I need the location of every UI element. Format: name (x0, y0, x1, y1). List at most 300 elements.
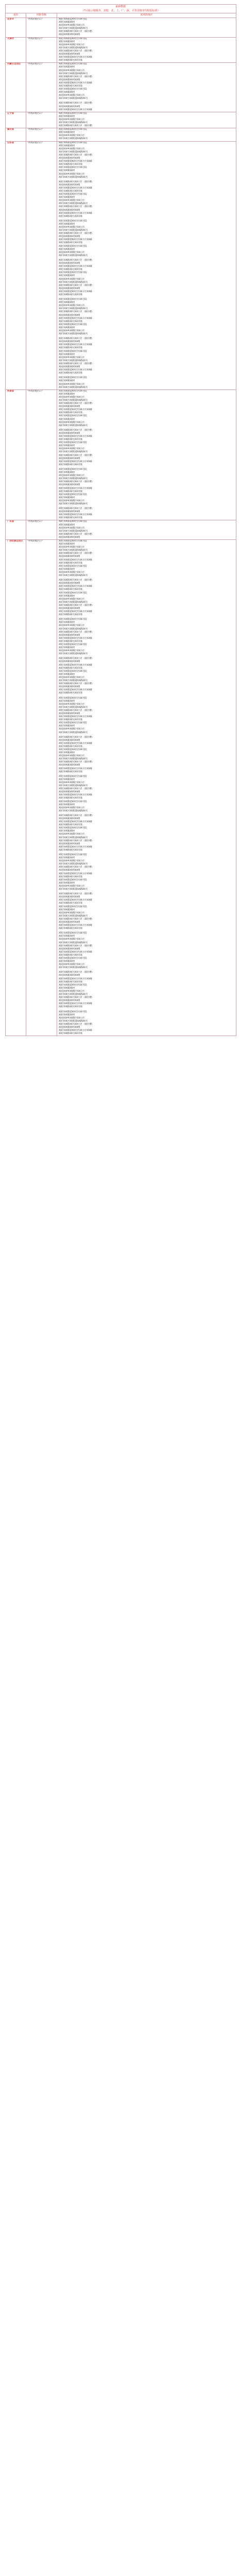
area-list-item: XX区XX街道XX社区XX号院 (59, 141, 87, 144)
area-list-item: XX区XX路XX号XX小区（商住楼） (59, 918, 94, 921)
area-list-item: XX县XX乡XX街区XX小区 (59, 356, 85, 359)
area-list-item: XX区XX路XX号XX市场 (59, 719, 83, 722)
area-list-item: XX县XX镇XX村XX组 (59, 105, 80, 108)
area-list-item: XX市XX区XX街道XX路XX号 (59, 176, 88, 179)
area-list-item: XX县XX乡XX街区XX小区 (59, 833, 85, 836)
area-list-item: XX区XX路XX号XX市场 (59, 614, 83, 617)
area-list-item: XX区XX镇XX村 (59, 700, 75, 703)
area-list-item: XX区XX街道XX社区XX小区XX栋 (59, 265, 93, 268)
area-list-item: XX县XX镇XX村XX组 (59, 817, 80, 820)
area-list-item: XX区XX路XX号XX市场 (59, 215, 83, 218)
region-cell: 广东省 (6, 520, 26, 540)
area-list-item: XX区XX街道XX社区XX号院 (59, 749, 87, 751)
area-list-item: XX县XX镇XX村XX组 (59, 582, 80, 585)
area-list-item: XX区XX街道XX社区XX小区XX栋 (59, 344, 93, 347)
area-list-item: XX区XX路XX号XX小区（商住楼） (59, 1023, 94, 1026)
area-list-item: XX县XX乡XX街区XX小区 (59, 963, 85, 967)
area-list-item: XX区XX路XX号XX小区（商住楼） (59, 709, 94, 712)
area-list-item: XX区XX街道XX社区XX号院 (59, 932, 87, 935)
area-list-item: XX县XX乡XX街区XX小区 (59, 806, 85, 809)
area-list-item: XX区XX路XX号XX市场 (59, 875, 83, 878)
area-list-item: XX市XX区XX街道XX路XX号 (59, 863, 88, 866)
area-list-item: XX县XX乡XX街区XX小区 (59, 94, 85, 97)
area-list-item: XX市XX区XX街道XX路XX号 (59, 72, 88, 75)
area-list-item: XX区XX镇XX村 (59, 1013, 75, 1016)
area-list-item: XX县XX乡XX街区XX小区 (59, 938, 85, 941)
area-list-item: XX县XX镇XX村XX组 (59, 842, 80, 845)
area-list-item: XX区XX镇XX村 (59, 301, 75, 304)
area-list-item: XX县XX乡XX街区XX小区 (59, 304, 85, 308)
area-list-item: XX县XX镇XX村XX组 (59, 712, 80, 715)
area-list-item: XX县XX乡XX街区XX小区 (59, 147, 85, 150)
area-list-item: XX区XX街道XX社区XX小区XX栋 (59, 716, 93, 719)
area-list-item: XX区XX街道XX社区XX小区XX栋 (59, 1029, 93, 1032)
area-list-item: XX区XX路XX号XX市场 (59, 980, 83, 984)
area-list-item: XX县XX乡XX街区XX小区 (59, 860, 85, 863)
area-list-item: XX市XX区XX街道XX路XX号 (59, 359, 88, 362)
area-list-item: XX市XX区XX街道XX路XX号 (59, 502, 88, 505)
area-list-item: XX区XX街道XX社区XX小区XX栋 (59, 977, 93, 980)
area-list-item: XX市XX区XX街道XX路XX号 (59, 1020, 88, 1023)
area-list-cell (57, 128, 236, 141)
area-list-item: XX区XX镇XX村 (59, 857, 75, 860)
area-list-item: XX县XX镇XX村XX组 (59, 974, 80, 977)
area-list-item: XX区XX镇XX村 (59, 647, 75, 650)
area-list-item: XX县XX镇XX村XX组 (59, 511, 80, 514)
notice-row (6, 5, 236, 13)
area-list-item: XX县XX乡XX街区XX小区 (59, 251, 85, 254)
area-list-item: XX市XX区XX街道XX路XX号 (59, 680, 88, 683)
area-list-item: XX县XX镇XX村XX组 (59, 53, 80, 56)
area-list-item: XX区XX街道XX社区XX小区XX栋 (59, 317, 93, 320)
area-list-item: XX市XX区XX街道XX路XX号 (59, 254, 88, 257)
region-cell: 内蒙古自治区 (6, 63, 26, 112)
area-list-item: XX区XX街道XX社区XX小区XX栋 (59, 558, 93, 562)
area-list-item: XX区XX路XX号XX小区（商住楼） (59, 631, 94, 634)
region-cell: 天津市 (6, 37, 26, 63)
column-header-level: 风险等级 (26, 13, 57, 18)
area-list-item: XX区XX街道XX社区XX号院 (59, 540, 87, 543)
area-list-item: XX区XX街道XX社区XX号院 (59, 697, 87, 700)
area-list-item: XX县XX镇XX村XX组 (59, 484, 80, 487)
area-list-item: XX区XX路XX号XX小区（商住楼） (59, 788, 94, 791)
area-list-item: XX区XX路XX号XX市场 (59, 954, 83, 957)
area-list-item: XX区XX街道XX社区XX号院 (59, 112, 87, 115)
area-list-item: XX区XX镇XX村 (59, 908, 75, 911)
area-list-item: XX县XX乡XX街区XX小区 (59, 703, 85, 706)
area-list-item: XX区XX街道XX社区XX小区XX栋 (59, 212, 93, 215)
area-list-item: XX区XX路XX号XX小区（商住楼） (59, 893, 94, 896)
area-list-item: XX县XX镇XX村XX组 (59, 341, 80, 344)
table-row (6, 520, 236, 540)
area-list-item: XX区XX镇XX村 (59, 66, 75, 69)
risk-level-cell: 中风险地区1个 (26, 128, 57, 141)
area-list-item: XX区XX路XX号XX小区（商住楼） (59, 30, 94, 33)
area-list-item: XX区XX路XX号XX小区（商住楼） (59, 866, 94, 869)
area-list-item: XX区XX路XX号XX市场 (59, 588, 83, 591)
column-header-row (6, 13, 236, 18)
area-list-item: XX区XX街道XX社区XX小区XX栋 (59, 290, 93, 293)
area-list-item: XX区XX路XX号XX市场 (59, 463, 83, 466)
area-list-item: XX区XX街道XX社区XX小区XX栋 (59, 611, 93, 614)
area-list-cell (57, 63, 236, 112)
area-list-item: XX市XX区XX街道XX路XX号 (59, 281, 88, 284)
area-list-item: XX区XX路XX号XX小区（商住楼） (59, 284, 94, 287)
area-list-item: XX区XX路XX号XX小区（商住楼） (59, 454, 94, 457)
area-list-item: XX区XX镇XX村 (59, 40, 75, 43)
area-list-item: XX区XX街道XX社区XX号院 (59, 323, 87, 326)
area-list-item: XX区XX街道XX社区XX号院 (59, 493, 87, 496)
area-list-item: XX区XX街道XX社区XX小区XX栋 (59, 1003, 93, 1006)
area-list-item: XX区XX镇XX村 (59, 803, 75, 806)
area-list-item: XX县XX乡XX街区XX小区 (59, 755, 85, 758)
area-list-item: XX区XX镇XX村 (59, 725, 75, 728)
area-list-item: XX区XX路XX号XX市场 (59, 640, 83, 643)
area-list-item: XX区XX路XX号XX市场 (59, 667, 83, 670)
area-list-item: XX区XX镇XX村 (59, 115, 75, 118)
area-list-item: XX市XX区XX街道XX路XX号 (59, 993, 88, 996)
area-list-item: XX县XX乡XX街区XX小区 (59, 118, 85, 121)
area-list-item: XX县XX乡XX街区XX小区 (59, 624, 85, 628)
area-list-item: XX区XX镇XX村 (59, 673, 75, 676)
area-list-item: XX市XX区XX街道XX路XX号 (59, 628, 88, 631)
area-list-item: XX区XX街道XX社区XX号院 (59, 722, 87, 725)
area-list-item: XX市XX区XX街道XX路XX号 (59, 574, 88, 578)
notice-cell (6, 5, 236, 13)
area-list-item: XX县XX乡XX街区XX小区 (59, 278, 85, 281)
area-list-item: XX县XX镇XX村XX组 (59, 235, 80, 239)
area-list-item: XX县XX乡XX街区XX小区 (59, 598, 85, 601)
risk-level-cell: 中风险地区1个 (26, 520, 57, 540)
area-list-item: XX区XX街道XX社区XX小区XX栋 (59, 951, 93, 954)
area-list-item: XX区XX街道XX社区XX小区XX栋 (59, 767, 93, 770)
area-list-item: XX区XX街道XX社区XX号院 (59, 468, 87, 471)
area-list-item: XX区XX镇XX村 (59, 91, 75, 94)
area-list-item: XX区XX路XX号XX小区（商住楼） (59, 839, 94, 842)
area-list-item: XX县XX乡XX街区XX小区 (59, 1016, 85, 1020)
area-list-item: XX县XX乡XX街区XX小区 (59, 448, 85, 451)
table-row (6, 141, 236, 389)
area-list-item: XX区XX镇XX村 (59, 523, 75, 527)
area-list-item: XX区XX路XX号XX市场 (59, 849, 83, 852)
area-list-item: XX区XX街道XX社区XX号院 (59, 827, 87, 830)
risk-level-cell: 中风险地区1个 (26, 389, 57, 520)
area-list-item: XX区XX街道XX社区XX小区XX栋 (59, 160, 93, 163)
area-list-item: XX县XX乡XX街区XX小区 (59, 134, 85, 138)
area-list-item: XX区XX路XX号XX小区（商住楼） (59, 232, 94, 235)
area-list-item: XX县XX乡XX街区XX小区 (59, 396, 85, 399)
area-list-item: XX区XX路XX号XX小区（商住楼） (59, 102, 94, 105)
table-body (6, 18, 236, 1036)
page (5, 4, 236, 1036)
area-list-item: XX区XX街道XX社区XX小区XX栋 (59, 585, 93, 588)
area-list-item: XX区XX路XX号XX小区（商住楼） (59, 507, 94, 511)
area-list-item: XX市XX区XX街道XX路XX号 (59, 530, 88, 533)
area-list-item: XX县XX乡XX街区XX小区 (59, 885, 85, 888)
area-list-item: XX市XX区XX街道XX路XX号 (59, 229, 88, 232)
area-list-item: XX区XX镇XX村 (59, 471, 75, 474)
area-list-item: XX区XX路XX号XX小区（商住楼） (59, 337, 94, 341)
area-list-item: XX区XX街道XX社区XX号院 (59, 878, 87, 882)
risk-level-cell: 中风险地区1个 (26, 18, 57, 38)
area-list-item: XX县XX镇XX村XX组 (59, 869, 80, 872)
area-list-item: XX区XX镇XX村 (59, 595, 75, 598)
area-list-item: XX区XX街道XX社区XX小区XX栋 (59, 108, 93, 111)
area-list-item: XX区XX街道XX社区XX号院 (59, 298, 87, 301)
area-list-item: XX区XX街道XX社区XX小区XX栋 (59, 56, 93, 59)
area-list-item: XX市XX区XX街道XX路XX号 (59, 758, 88, 761)
area-list-item: XX区XX路XX号XX小区（商住楼） (59, 180, 94, 183)
area-list-item: XX市XX区XX街道XX路XX号 (59, 478, 88, 481)
area-list-item: XX区XX街道XX社区XX小区XX栋 (59, 821, 93, 824)
region-cell: 河南省 (6, 389, 26, 520)
area-list-item: XX区XX街道XX社区XX小区XX栋 (59, 409, 93, 412)
area-list-item: XX区XX路XX号XX市场 (59, 562, 83, 565)
area-list-item: XX区XX路XX号XX市场 (59, 163, 83, 166)
column-header-region: 省份 (6, 13, 26, 18)
area-list-item: XX区XX街道XX社区XX小区XX栋 (59, 899, 93, 902)
area-list-item: XX区XX街道XX社区XX小区XX栋 (59, 187, 93, 190)
area-list-item: XX区XX街道XX社区XX号院 (59, 957, 87, 960)
area-list-item: XX区XX路XX号XX小区（商住楼） (59, 683, 94, 686)
area-list-item: XX区XX街道XX社区XX号院 (59, 63, 87, 66)
area-list-item: XX区XX街道XX社区XX号院 (59, 18, 87, 21)
area-list-item: XX市XX区XX街道XX路XX号 (59, 914, 88, 918)
area-list-item: XX区XX街道XX社区XX号院 (59, 442, 87, 445)
area-list-item: XX区XX镇XX村 (59, 196, 75, 199)
area-list-item: XX区XX街道XX社区XX小区XX栋 (59, 514, 93, 517)
area-list-cell (57, 141, 236, 389)
area-list-item: XX市XX区XX街道XX路XX号 (59, 731, 88, 734)
area-list-item: XX区XX街道XX社区XX小区XX栋 (59, 81, 93, 84)
area-list-item: XX区XX街道XX社区XX小区XX栋 (59, 435, 93, 438)
area-list-item: XX区XX镇XX村 (59, 830, 75, 833)
area-list-item: XX区XX路XX号XX市场 (59, 59, 83, 62)
area-list-cell (57, 540, 236, 1036)
area-list-cell (57, 37, 236, 63)
area-list-item: XX区XX镇XX村 (59, 568, 75, 571)
area-list-item: XX市XX区XX街道XX路XX号 (59, 308, 88, 311)
area-list-item: XX区XX路XX号XX小区（商住楼） (59, 971, 94, 974)
area-list-item: XX区XX街道XX社区XX号院 (59, 377, 87, 380)
area-list-item: XX区XX街道XX社区XX小区XX栋 (59, 487, 93, 490)
area-list-item: XX区XX镇XX村 (59, 248, 75, 251)
area-list-item: XX县XX镇XX村XX组 (59, 634, 80, 637)
area-list-item: XX区XX镇XX村 (59, 418, 75, 421)
area-list-item: XX区XX街道XX社区XX号院 (59, 775, 87, 778)
area-list-item: XX区XX街道XX社区XX小区XX栋 (59, 924, 93, 927)
area-list-item: XX区XX路XX号XX市场 (59, 902, 83, 905)
area-list-item: XX县XX镇XX村XX组 (59, 921, 80, 924)
area-list-item: XX区XX路XX号XX市场 (59, 84, 83, 88)
area-list-item: XX区XX街道XX社区XX号院 (59, 415, 87, 418)
area-list-item: XX市XX区XX街道XX路XX号 (59, 202, 88, 206)
area-list-item: XX区XX街道XX社区XX小区XX栋 (59, 637, 93, 640)
area-list-item: XX县XX乡XX街区XX小区 (59, 226, 85, 229)
area-list-item: XX市XX区XX街道XX路XX号 (59, 967, 88, 970)
area-list-item: XX区XX街道XX社区XX号院 (59, 88, 87, 91)
area-list-item: XX区XX镇XX村 (59, 170, 75, 173)
area-list-item: XX区XX路XX号XX小区（商住楼） (59, 311, 94, 314)
area-list-item: XX区XX路XX号XX市场 (59, 412, 83, 415)
area-list-item: XX县XX乡XX街区XX小区 (59, 499, 85, 502)
area-list-item: XX县XX镇XX村XX组 (59, 536, 80, 539)
area-list-item: XX县XX镇XX村XX组 (59, 999, 80, 1003)
area-list-item: XX县XX乡XX街区XX小区 (59, 43, 85, 46)
area-list-item: XX县XX镇XX村XX组 (59, 78, 80, 81)
area-list-item: XX区XX街道XX社区XX小区XX栋 (59, 742, 93, 745)
area-list-item: XX区XX路XX号XX市场 (59, 770, 83, 773)
area-list-item: XX区XX路XX号XX小区（商住楼） (59, 814, 94, 817)
area-list-item: XX县XX镇XX村XX组 (59, 183, 80, 187)
risk-level-cell: 中风险地区1个 (26, 63, 57, 112)
area-list-item: XX区XX路XX号XX小区（商住楼） (59, 154, 94, 157)
area-list-item: XX县XX乡XX街区XX小区 (59, 527, 85, 530)
area-list-item: XX区XX路XX号XX小区（商住楼） (59, 362, 94, 365)
area-list-item: XX区XX路XX号XX市场 (59, 320, 83, 323)
area-list-item: XX区XX镇XX村 (59, 326, 75, 329)
area-list-item: XX区XX路XX号XX市场 (59, 347, 83, 350)
area-list-item: XX县XX镇XX村XX组 (59, 686, 80, 689)
area-list-item: XX区XX路XX号XX小区（商住楼） (59, 604, 94, 607)
area-list-item: XX县XX乡XX街区XX小区 (59, 173, 85, 176)
area-list-item: XX区XX路XX号XX市场 (59, 797, 83, 800)
area-list-item: XX区XX街道XX社区XX号院 (59, 670, 87, 673)
area-list-item: XX市XX区XX街道XX路XX号 (59, 941, 88, 944)
area-list-item: XX区XX路XX号XX市场 (59, 242, 83, 245)
area-list-item: XX县XX镇XX村XX组 (59, 1026, 80, 1029)
area-list-item: XX市XX区XX街道XX路XX号 (59, 333, 88, 336)
area-list-item: XX区XX街道XX社区XX号院 (59, 193, 87, 196)
area-list-item: XX区XX镇XX村 (59, 543, 75, 546)
table-row (6, 128, 236, 141)
area-list-item: XX区XX街道XX社区XX号院 (59, 520, 87, 523)
area-list-item: XX区XX街道XX社区XX小区XX栋 (59, 369, 93, 372)
area-list-item: XX区XX街道XX社区XX号院 (59, 389, 87, 393)
area-list-item: XX区XX路XX号XX市场 (59, 1032, 83, 1036)
area-list-item: XX县XX镇XX村XX组 (59, 405, 80, 409)
area-list-cell (57, 389, 236, 520)
area-list-item: XX区XX街道XX社区XX号院 (59, 854, 87, 856)
area-list-item: XX县XX镇XX村XX组 (59, 262, 80, 265)
area-list-item: XX县XX乡XX街区XX小区 (59, 911, 85, 914)
area-list-item: XX县XX乡XX街区XX小区 (59, 199, 85, 202)
area-list-item: XX区XX街道XX社区XX号院 (59, 984, 87, 987)
area-list-item: XX区XX路XX号XX市场 (59, 1006, 83, 1009)
area-list-item: XX县XX镇XX村XX组 (59, 947, 80, 951)
risk-level-cell: 中风险地区1个 (26, 540, 57, 1036)
risk-level-cell: 中风险地区1个 (26, 141, 57, 389)
area-list-item: XX区XX路XX号XX小区（商住楼） (59, 481, 94, 484)
area-list-item: XX区XX路XX号XX市场 (59, 293, 83, 296)
area-list-item: XX县XX镇XX村XX组 (59, 432, 80, 435)
region-cell: 辽宁省 (6, 112, 26, 128)
area-list-item: XX区XX路XX号XX市场 (59, 190, 83, 193)
area-list-item: XX区XX街道XX社区XX号院 (59, 643, 87, 646)
area-list-item: XX区XX路XX号XX市场 (59, 692, 83, 695)
area-list-item: XX县XX乡XX街区XX小区 (59, 990, 85, 993)
column-header-areas: 高风险地区 (57, 13, 236, 18)
area-list-item: XX市XX区XX街道XX路XX号 (59, 138, 88, 141)
area-list-item: XX市XX区XX街道XX路XX号 (59, 706, 88, 709)
area-list-item: XX县XX镇XX村XX组 (59, 764, 80, 767)
area-list-item: XX区XX街道XX社区XX号院 (59, 219, 87, 223)
area-list-item: XX市XX区XX街道XX路XX号 (59, 888, 88, 891)
notice-title: 最新数据 (115, 5, 126, 8)
risk-area-table (5, 4, 236, 1036)
area-list-item: XX县XX镇XX村XX组 (59, 791, 80, 794)
area-list-item: XX区XX路XX号XX小区（商住楼） (59, 657, 94, 660)
area-list-item: XX区XX街道XX社区XX号院 (59, 1010, 87, 1013)
area-list-item: XX区XX镇XX村 (59, 223, 75, 226)
area-list-item: XX区XX路XX号XX小区（商住楼） (59, 736, 94, 739)
area-list-item: XX区XX路XX号XX市场 (59, 268, 83, 272)
area-list-item: XX区XX路XX号XX小区（商住楼） (59, 206, 94, 209)
area-list-cell (57, 112, 236, 128)
area-list-item: XX区XX街道XX社区XX号院 (59, 272, 87, 275)
area-list-item: XX区XX路XX号XX小区（商住楼） (59, 49, 94, 53)
area-list-item: XX市XX区XX街道XX路XX号 (59, 150, 88, 154)
area-list-cell (57, 520, 236, 540)
area-list-item: XX区XX街道XX社区XX小区XX栋 (59, 872, 93, 875)
area-list-item: XX市XX区XX街道XX路XX号 (59, 46, 88, 49)
area-list-item: XX区XX路XX号XX小区（商住楼） (59, 761, 94, 764)
area-list-item: XX县XX乡XX街区XX小区 (59, 781, 85, 784)
region-cell: 山东省 (6, 141, 26, 389)
area-list-item: XX市XX区XX街道XX路XX号 (59, 653, 88, 656)
area-list-item: XX区XX街道XX社区XX号院 (59, 618, 87, 621)
area-list-item: XX区XX镇XX村 (59, 778, 75, 781)
area-list-item: XX区XX街道XX社区XX小区XX栋 (59, 845, 93, 849)
area-list-item: XX县XX镇XX村XX组 (59, 739, 80, 742)
area-list-item: XX区XX街道XX社区XX小区XX栋 (59, 239, 93, 242)
risk-level-cell: 中风险地区1个 (26, 112, 57, 128)
risk-level-cell: 中风险地区2个 (26, 37, 57, 63)
area-list-item: XX区XX路XX号XX市场 (59, 438, 83, 442)
area-list-item: XX县XX乡XX街区XX小区 (59, 546, 85, 549)
area-list-item: XX区XX路XX号XX市场 (59, 927, 83, 930)
table-row (6, 37, 236, 63)
table-row (6, 63, 236, 112)
area-list-item: XX县XX镇XX村XX组 (59, 366, 80, 369)
area-list-item: XX区XX街道XX社区XX小区XX栋 (59, 460, 93, 463)
table-row (6, 112, 236, 128)
area-list-item: XX区XX街道XX社区XX号院 (59, 166, 87, 170)
area-list-item: XX县XX镇XX村XX组 (59, 33, 80, 37)
area-list-item: XX县XX乡XX街区XX小区 (59, 676, 85, 679)
area-list-item: XX市XX区XX街道XX路XX号 (59, 399, 88, 402)
area-list-item: XX市XX区XX街道XX路XX号 (59, 27, 88, 30)
area-list-item: XX区XX镇XX村 (59, 960, 75, 963)
area-list-item: XX县XX镇XX村XX组 (59, 287, 80, 290)
area-list-item: XX区XX镇XX村 (59, 882, 75, 885)
area-list-item: XX区XX镇XX村 (59, 445, 75, 448)
area-list-item: XX县XX镇XX村XX组 (59, 457, 80, 460)
area-list-item: XX市XX区XX街道XX路XX号 (59, 836, 88, 839)
region-cell: 北京市 (6, 18, 26, 38)
area-list-item: XX县XX乡XX街区XX小区 (59, 571, 85, 574)
notice-subtitle: （*只展示地级市，其他：北、上、广、深、天等直辖市均按原标准） (81, 9, 160, 12)
area-list-item: XX区XX镇XX村 (59, 752, 75, 755)
area-list-item: XX区XX路XX号XX小区（商住楼） (59, 125, 94, 128)
area-list-item: XX区XX路XX号XX市场 (59, 517, 83, 520)
area-list-item: XX区XX镇XX村 (59, 987, 75, 990)
area-list-item: XX区XX街道XX社区XX小区XX栋 (59, 689, 93, 692)
area-list-item: XX区XX镇XX村 (59, 275, 75, 278)
area-list-item: XX市XX区XX街道XX路XX号 (59, 451, 88, 454)
area-list-item: XX区XX镇XX村 (59, 380, 75, 383)
area-list-item: XX区XX路XX号XX小区（商住楼） (59, 429, 94, 432)
